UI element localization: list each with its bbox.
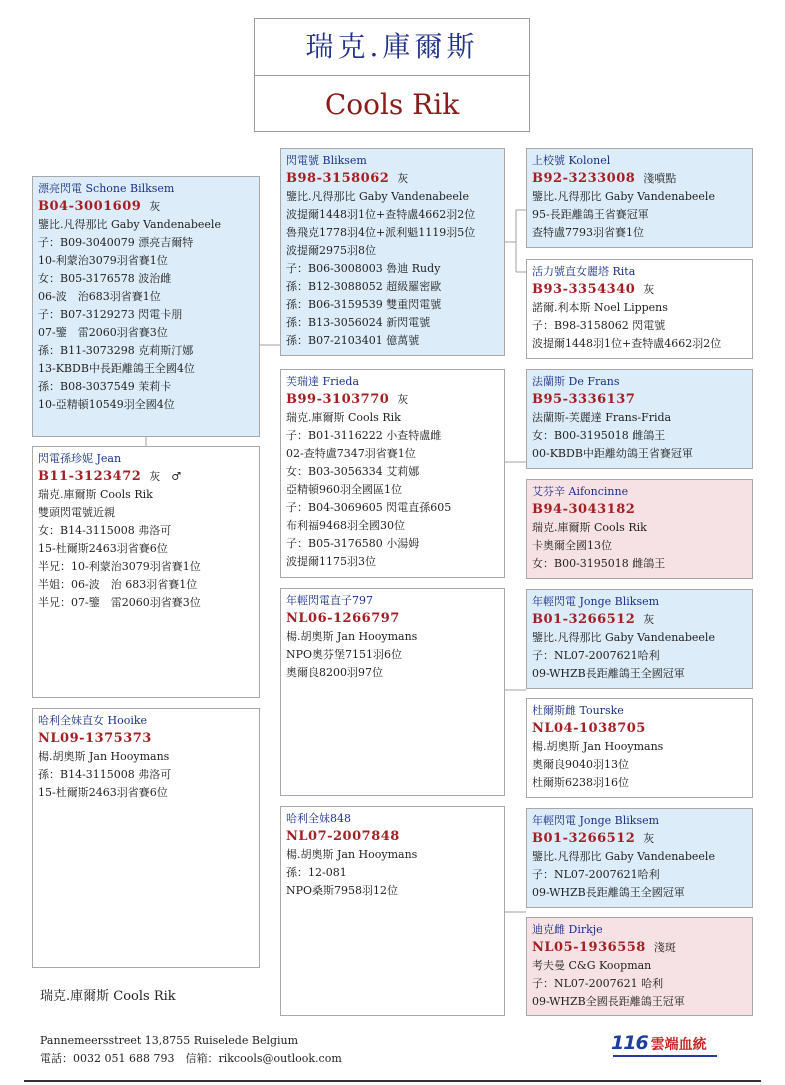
pedigree-line: 楊.胡奧斯 Jan Hooymans [286,848,418,861]
pedigree-line: 鑒比.凡得那比 Gaby Vandenabeele [532,850,715,863]
pedigree-line: NPO桑斯7958羽12位 [286,884,399,897]
pedigree-line: 卡奧爾全國13位 [532,539,612,552]
pedigree-line: 07-鑒 雷2060羽省賽3位 [38,326,168,339]
pedigree-line: 子：B05-3176580 小湯姆 [286,537,420,550]
pigeon-color: 淺噴點 [643,172,677,185]
pigeon-color: 灰 [149,200,161,213]
pedigree-line: 15-杜爾斯2463羽省賽6位 [38,542,168,555]
ring-number: B92-3233008 [532,171,636,186]
pigeon-name: 年輕閃電 Jonge Bliksem [532,595,660,608]
pedigree-line: 子：NL07-2007621哈利 [532,868,660,881]
pedigree-line: 09-WHZB長距離鴿王全國冠軍 [532,667,685,680]
pedigree-line: 子：B01-3116222 小查特盧雌 [286,429,442,442]
pedigree-line: 瑞克.庫爾斯 Cools Rik [38,488,153,501]
pedigree-line: 子：B04-3069605 閃電直孫605 [286,501,452,514]
pigeon-name: 艾芬辛 Aifoncinne [532,485,629,498]
pedigree-line: 10-亞精頓10549羽全國4位 [38,398,175,411]
pedigree-line: 孫：B08-3037549 茉莉卡 [38,380,172,393]
pedigree-line: 楊.胡奧斯 Jan Hooymans [532,740,664,753]
pedigree-line: 孫：B11-3073298 克莉斯汀娜 [38,344,194,357]
ring-number: B99-3103770 [286,392,390,407]
pigeon-name: 閃電孫珍妮 Jean [38,452,122,465]
pigeon-name: 哈利全妹848 [286,812,351,825]
sibling-card-2[interactable] [32,708,260,968]
pedigree-line: 波提爾1448羽1位+查特盧4662羽2位 [532,337,722,350]
pedigree-line: NPO奧芬堡7151羽6位 [286,648,403,661]
pedigree-line: 子：B98-3158062 閃電號 [532,319,666,332]
pigeon-color: 灰 [643,832,655,845]
pedigree-line: 09-WHZB長距離鴿王全國冠軍 [532,886,685,899]
pedigree-line: 10-利蒙治3079羽省賽1位 [38,254,168,267]
ring-number: B94-3043182 [532,502,636,517]
subject-card[interactable] [32,176,260,437]
pedigree-line: 95-長距離鴿王省賽冠軍 [532,208,649,221]
ring-number: B95-3336137 [532,392,636,407]
ring-number: NL07-2007848 [286,829,400,844]
pedigree-line: 孫：B14-3115008 弗洛可 [38,768,172,781]
pigeon-name: 杜爾斯雌 Tourske [532,704,624,717]
ring-number: B11-3123472 [38,469,142,484]
pigeon-name: 閃電號 Bliksem [286,154,367,167]
pedigree-line: 雙頭閃電號近親 [38,506,115,519]
pedigree-line: 半姐：06-波 治 683羽省賽1位 [38,578,198,591]
ring-number: B01-3266512 [532,831,636,846]
grandsire-card-1[interactable] [526,148,753,248]
pedigree-line: 杜爾斯6238羽16位 [532,776,629,789]
pedigree-line: 15-杜爾斯2463羽省賽6位 [38,786,168,799]
grandsire-card-3[interactable] [526,589,753,689]
grandsire-card-4[interactable] [526,808,753,908]
pedigree-line: 孫：B06-3159539 雙重閃電號 [286,298,442,311]
pedigree-line: 法蘭斯-芙麗達 Frans-Frida [532,411,672,424]
pedigree-line: 鑒比.凡得那比 Gaby Vandenabeele [532,190,715,203]
pedigree-line: 子：B06-3008003 魯迪 Rudy [286,262,441,275]
logo-number: 116 [611,1032,648,1054]
dam-card[interactable] [280,369,505,578]
pedigree-line: 13-KBDB中長距離鴿王全國4位 [38,362,195,375]
owner-name: 瑞克.庫爾斯 Cools Rik [40,989,176,1004]
pedigree-line: 00-KBDB中距離幼鴿王省賽冠軍 [532,447,693,460]
bottom-divider [24,1080,761,1082]
pedigree-line: 鑒比.凡得那比 Gaby Vandenabeele [532,631,715,644]
ring-number: B04-3001609 [38,199,142,214]
ring-number: B93-3354340 [532,282,636,297]
granddam-card-4[interactable] [526,917,753,1016]
pedigree-line: 女：B00-3195018 雌鴿王 [532,429,666,442]
pedigree-line: 女：B05-3176578 波治雌 [38,272,172,285]
pedigree-line: 奧爾良8200羽97位 [286,666,383,679]
pigeon-name: 法蘭斯 De Frans [532,375,620,388]
pedigree-line: 孫：B13-3056024 新閃電號 [286,316,431,329]
pedigree-line: 女：B03-3056334 艾莉娜 [286,465,420,478]
pigeon-name: 漂亮閃電 Schone Bilksem [38,182,175,195]
ring-number: B98-3158062 [286,171,390,186]
pedigree-line: 鑒比.凡得那比 Gaby Vandenabeele [38,218,221,231]
pigeon-name: 哈利全妹直女 Hooike [38,714,148,727]
ring-number: NL05-1936558 [532,940,646,955]
pedigree-line: 亞精頓960羽全國區1位 [286,483,402,496]
pedigree-line: 孫：B12-3088052 超級羅密歐 [286,280,442,293]
pigeon-name: 年輕閃電 Jonge Bliksem [532,814,660,827]
granddam-card-2[interactable] [526,479,753,579]
pigeon-color: 灰 [397,172,409,185]
pigeon-name: 芙瑞達 Frieda [286,375,360,388]
pigeon-name: 年輕閃電直子797 [286,594,373,607]
sibling-card-1[interactable] [32,446,260,698]
pedigree-line: 奧爾良9040羽13位 [532,758,629,771]
sire-card[interactable] [280,148,505,356]
pedigree-line: 子：B09-3040079 漂亮吉爾特 [38,236,194,249]
footer-address: Pannemeersstreet 13,8755 Ruiselede Belgium [40,1034,299,1047]
pedigree-line: 09-WHZB全國長距離鴿王冠軍 [532,995,685,1008]
pedigree-line: 女：B00-3195018 雌鴿王 [532,557,666,570]
dam2-card[interactable] [280,806,505,1016]
pedigree-line: 查特盧7793羽省賽1位 [532,226,644,239]
pedigree-line: 02-查特盧7347羽省賽1位 [286,447,416,460]
pedigree-line: 子：B07-3129273 閃電卡朋 [38,308,183,321]
logo-underline [613,1055,717,1057]
pigeon-name: 迪克雌 Dirkje [532,923,603,936]
pedigree-line: 楊.胡奧斯 Jan Hooymans [286,630,418,643]
ring-number: NL04-1038705 [532,721,646,736]
pigeon-color: 灰 ♂ [149,470,182,483]
pedigree-line: 06-波 治683羽省賽1位 [38,290,161,303]
page-title: 瑞克.庫爾斯 [255,19,529,76]
brand-logo[interactable] [611,1032,721,1058]
pedigree-line: 孫：12-081 [286,866,347,879]
footer-contact [40,1032,342,1068]
pedigree-line: 瑞克.庫爾斯 Cools Rik [532,521,647,534]
pedigree-line: 波提爾1448羽1位+查特盧4662羽2位 [286,208,476,221]
ring-number: NL09-1375373 [38,731,152,746]
pigeon-name: 上校號 Kolonel [532,154,611,167]
pedigree-line: 瑞克.庫爾斯 Cools Rik [286,411,401,424]
pedigree-line: 布利福9468羽全國30位 [286,519,405,532]
pedigree-line: 半兄：07-鑒 雷2060羽省賽3位 [38,596,201,609]
pedigree-line: 半兄：10-利蒙治3079羽省賽1位 [38,560,201,573]
granddam-card-1[interactable] [526,259,753,359]
pedigree-line: 魯飛克1778羽4位+派利魁1119羽5位 [286,226,476,239]
ring-number: B01-3266512 [532,612,636,627]
pigeon-color: 淺斑 [653,941,676,954]
pedigree-line: 孫：B07-2103401 億萬號 [286,334,420,347]
pedigree-line: 子：NL07-2007621 哈利 [532,977,664,990]
pigeon-name: 活力號直女麗塔 Rita [532,265,636,278]
pedigree-line: 女：B14-3115008 弗洛可 [38,524,172,537]
ring-number: NL06-1266797 [286,611,400,626]
pedigree-line: 子：NL07-2007621哈利 [532,649,660,662]
pedigree-line: 楊.胡奧斯 Jan Hooymans [38,750,170,763]
pedigree-line: 波提爾1175羽3位 [286,555,376,568]
page-subtitle: Cools Rik [324,88,460,121]
pigeon-color: 灰 [643,283,655,296]
pedigree-line: 波提爾2975羽8位 [286,244,376,257]
grandsire-card-2[interactable] [526,369,753,469]
footer-phone-email: 電話：0032 051 688 793 信箱：rikcools@outlook.com [40,1052,342,1065]
pedigree-line: 考夫曼 C&G Koopman [532,959,652,972]
pedigree-line: 鑒比.凡得那比 Gaby Vandenabeele [286,190,469,203]
pigeon-color: 灰 [643,613,655,626]
pedigree-line: 諾爾.利本斯 Noel Lippens [532,301,668,314]
sire2-card[interactable] [280,588,505,796]
logo-text: 雲端血統 [650,1037,707,1053]
granddam-card-3[interactable] [526,698,753,798]
pigeon-color: 灰 [397,393,409,406]
